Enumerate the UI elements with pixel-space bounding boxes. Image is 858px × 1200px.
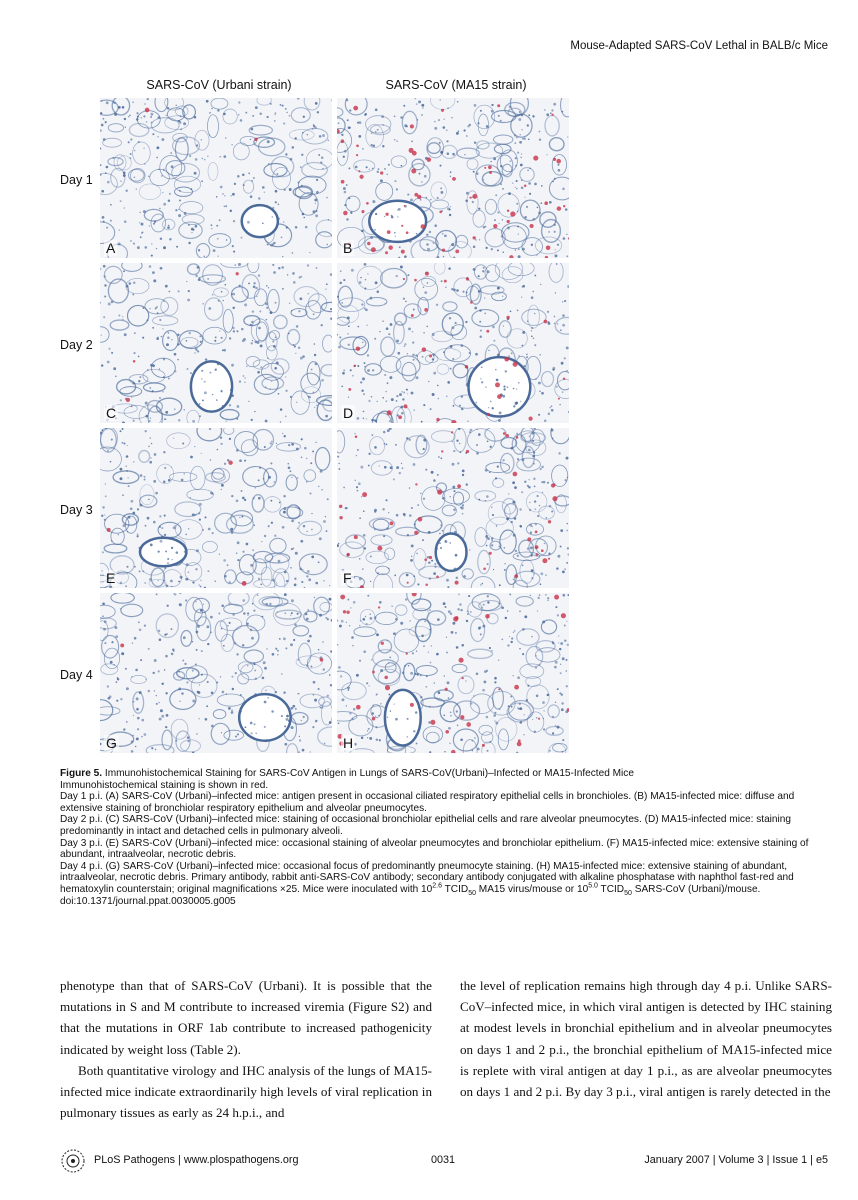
tissue-image (337, 593, 569, 753)
subscript: 50 (468, 889, 476, 897)
caption-day4 (60, 861, 834, 896)
micrograph-panel-e (100, 428, 332, 588)
panel-letter: F (343, 570, 352, 586)
panel-letter: C (106, 405, 117, 421)
caption-label: Figure 5. (60, 768, 103, 779)
paragraph: Both quantitative virology and IHC analysis of the lungs of MA15-infected mice indicate extraordinarily high levels of viral replication in pulmonary tissues as early as 24 h.p.i., and (60, 1062, 432, 1121)
micrograph-panel-d (337, 263, 569, 423)
panel-letter: B (343, 240, 353, 256)
micrograph-panel-b (337, 98, 569, 258)
paragraph: phenotype than that of SARS-CoV (Urbani). It is possible that the mutations in S and M contribute to increased viremia (Figure S2) and that the mutations in ORF 1ab contribute to increased pathogenicity indicated by weight loss (Table 2). (60, 978, 432, 1057)
tissue-image (337, 263, 569, 423)
caption-doi[interactable]: doi:10.1371/journal.ppat.0030005.g005 (60, 895, 236, 907)
column-label-urbani: SARS-CoV (Urbani strain) (146, 78, 292, 92)
tissue-image (100, 593, 332, 753)
caption-day2: Day 2 p.i. (C) SARS-CoV (Urbani)–infected mice: staining of occasional bronchiolar epithelial cells and rare alveolar pneumocytes. (D) MA15-infected mice: staining predominantly in intact and detached cells in pulmonary alveoli. (60, 814, 792, 837)
caption-end-text: SARS-CoV (Urbani)/mouse. (631, 883, 761, 895)
paragraph: the level of replication remains high through day 4 p.i. Unlike SARS-CoV–infected mice, in which viral antigen is detected by IHC staining at modest levels in bronchial epithelium and in alveolar pneumocytes on days 1 and 2 p.i., the bronchial epithelium of MA15-infected mice is replete with viral antigen at day 1 p.i., as are alveolar pneumocytes on days 1 and 2 p.i. By day 3 p.i., viral antigen is rarely detected in the (460, 978, 832, 1100)
body-column-left (60, 975, 432, 1123)
row-label-day4: Day 4 (60, 668, 93, 682)
micrograph-panel-c (100, 263, 332, 423)
micrograph-panel-h (337, 593, 569, 753)
micrograph-panel-f (337, 428, 569, 588)
row-label-day3: Day 3 (60, 503, 93, 517)
footer-page-number: 0031 (431, 1154, 456, 1166)
micrograph-panel-g (100, 593, 332, 753)
caption-mid-text: MA15 virus/mouse or 10 (475, 883, 589, 895)
panel-letter: G (106, 735, 117, 751)
tissue-image (100, 98, 332, 258)
tissue-image (337, 98, 569, 258)
row-label-day1: Day 1 (60, 173, 93, 187)
running-header: Mouse-Adapted SARS-CoV Lethal in BALB/c Mice (570, 40, 828, 52)
panel-letter: A (106, 240, 116, 256)
tissue-image (100, 263, 332, 423)
column-label-ma15: SARS-CoV (MA15 strain) (385, 78, 527, 92)
footer-issue: January 2007 | Volume 3 | Issue 1 | e5 (644, 1154, 828, 1166)
caption-day3: Day 3 p.i. (E) SARS-CoV (Urbani)–infected mice: occasional staining of alveolar pneumocytes and bronchiolar epithelium. (F) MA15-infected mice: extensive staining of abundant, intraalveolar, necrotic debris. (60, 837, 809, 861)
panel-letter: E (106, 570, 116, 586)
plos-logo-icon (60, 1148, 86, 1174)
tissue-image (337, 428, 569, 588)
figure-caption (60, 768, 834, 907)
tcid-label: TCID (600, 883, 625, 895)
micrograph-panel-a (100, 98, 332, 258)
exponent: 2.6 (432, 882, 443, 890)
tcid-label: TCID (442, 883, 469, 895)
body-column-right (460, 975, 832, 1102)
caption-line: Immunohistochemical staining is shown in red. (60, 779, 269, 791)
footer-journal[interactable]: PLoS Pathogens | www.plospathogens.org (94, 1154, 299, 1166)
caption-day1: Day 1 p.i. (A) SARS-CoV (Urbani)–infected mice: antigen present in occasional ciliated respiratory epithelial cells in bronchioles. (B) MA15-infected mice: diffuse and extensive staining of bronchiolar respiratory epithelium and alveolar pneumocytes. (60, 791, 795, 814)
caption-day4-text: Day 4 p.i. (G) SARS-CoV (Urbani)–infected mice: occasional focus of predominantly pneumocyte staining. (H) MA15-infected mice: extensive staining of abundant, intraalveolar, necrotic debris. Primary antibody, rabbit anti-SARS-CoV antibody; secondary antibody conjugated with alkaline phosphatase with naphthol fast-red and hematoxylin counterstain; original magnifications ×25. Mice were inoculated with 10 (60, 860, 794, 895)
tissue-image (100, 428, 332, 588)
panel-letter: H (343, 735, 354, 751)
panel-letter: D (343, 405, 354, 421)
subscript: 50 (624, 889, 632, 897)
caption-title (60, 768, 834, 780)
row-label-day2: Day 2 (60, 338, 93, 352)
caption-title-text: Immunohistochemical Staining for SARS-CoV Antigen in Lungs of SARS-CoV(Urbani)–Infected or MA15-Infected Mice (104, 768, 634, 779)
exponent: 5.0 (588, 882, 598, 890)
